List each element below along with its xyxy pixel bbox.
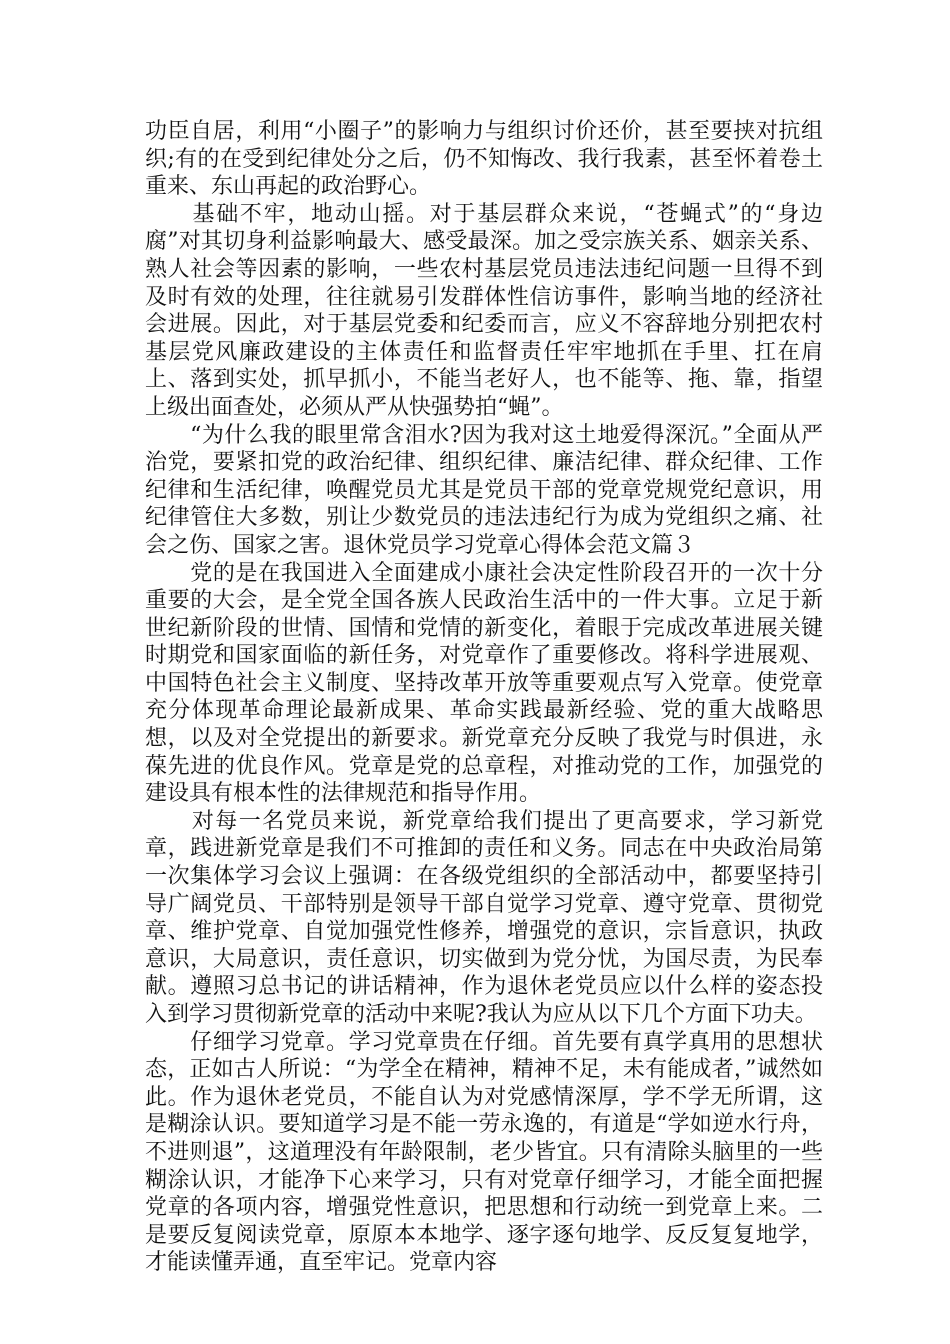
- paragraph-1: 功臣自居，利用“小圈子”的影响力与组织讨价还价，甚至要挟对抗组织;有的在受到纪律处分之后，仍不知悔改、我行我素，甚至怀着卷土重来、东山再起的政治野心。: [145, 119, 823, 200]
- paragraph-5: 对每一名党员来说，新党章给我们提出了更高要求，学习新党章，践进新党章是我们不可推卸的责任和义务。同志在中央政治局第一次集体学习会议上强调：在各级党组织的全部活动中，都要坚持引导广阔党员、干部特别是领导干部自觉学习党章、遵守党章、贯彻党章、维护党章、自觉加强党性修养，增强党的意识，宗旨意识，执政意识，大局意识，责任意识，切实做到为党分忧，为国尽责，为民奉献。遵照习总书记的讲话精神，作为退休老党员应以什么样的姿态投入到学习贯彻新党章的活动中来呢?我认为应从以下几个方面下功夫。: [145, 808, 823, 1027]
- paragraph-3: “为什么我的眼里常含泪水?因为我对这土地爱得深沉。”全面从严治党，要紧扣党的政治纪律、组织纪律、廉洁纪律、群众纪律、工作纪律和生活纪律，唤醒党员尤其是党员干部的党章党规党纪意识，用纪律管住大多数，别让少数党员的违法违纪行为成为党组织之痛、社会之伤、国家之害。退休党员学习党章心得体会范文篇３: [145, 422, 823, 558]
- paragraph-6: 仔细学习党章。学习党章贵在仔细。首先要有真学真用的思想状态，正如古人所说：“为学全在精神，精神不足，未有能成者，”诚然如此。作为退休老党员，不能自认为对党感情深厚，学不学无所谓，这是糊涂认识。要知道学习是不能一劳永逸的，有道是“学如逆水行舟，不进则退”，这道理没有年龄限制，老少皆宜。只有清除头脑里的一些糊涂认识，才能净下心来学习，只有对党章仔细学习，才能全面把握党章的各项内容，增强党性意识，把思想和行动统一到党章上来。二是要反复阅读党章，原原本本地学、逐字逐句地学、反反复复地学，才能读懂弄通，直至牢记。党章内容: [145, 1029, 823, 1276]
- paragraph-4: 党的是在我国进入全面建成小康社会决定性阶段召开的一次十分重要的大会，是全党全国各族人民政治生活中的一件大事。立足于新世纪新阶段的世情、国情和党情的新变化，着眼于完成改革进展关键时期党和国家面临的新任务，对党章作了重要修改。将科学进展观、中国特色社会主义制度、坚持改革开放等重要观点写入党章。使党章充分体现革命理论最新成果、革命实践最新经验、党的重大战略思想，以及对全党提出的新要求。新党章充分反映了我党与时俱进，永葆先进的优良作风。党章是党的总章程，对推动党的工作，加强党的建设具有根本性的法律规范和指导作用。: [145, 560, 823, 807]
- paragraph-2: 基础不牢，地动山摇。对于基层群众来说，“苍蝇式”的“身边腐”对其切身利益影响最大、感受最深。加之受宗族关系、姻亲关系、熟人社会等因素的影响，一些农村基层党员违法违纪问题一旦得不到及时有效的处理，往往就易引发群体性信访事件，影响当地的经济社会进展。因此，对于基层党委和纪委而言，应义不容辞地分别把农村基层党风廉政建设的主体责任和监督责任牢牢地抓在手里、扛在肩上、落到实处，抓早抓小，不能当老好人，也不能等、拖、靠，指望上级出面查处，必须从严从快强势拍“蝇”。: [145, 201, 823, 420]
- document-body: [145, 118, 823, 1277]
